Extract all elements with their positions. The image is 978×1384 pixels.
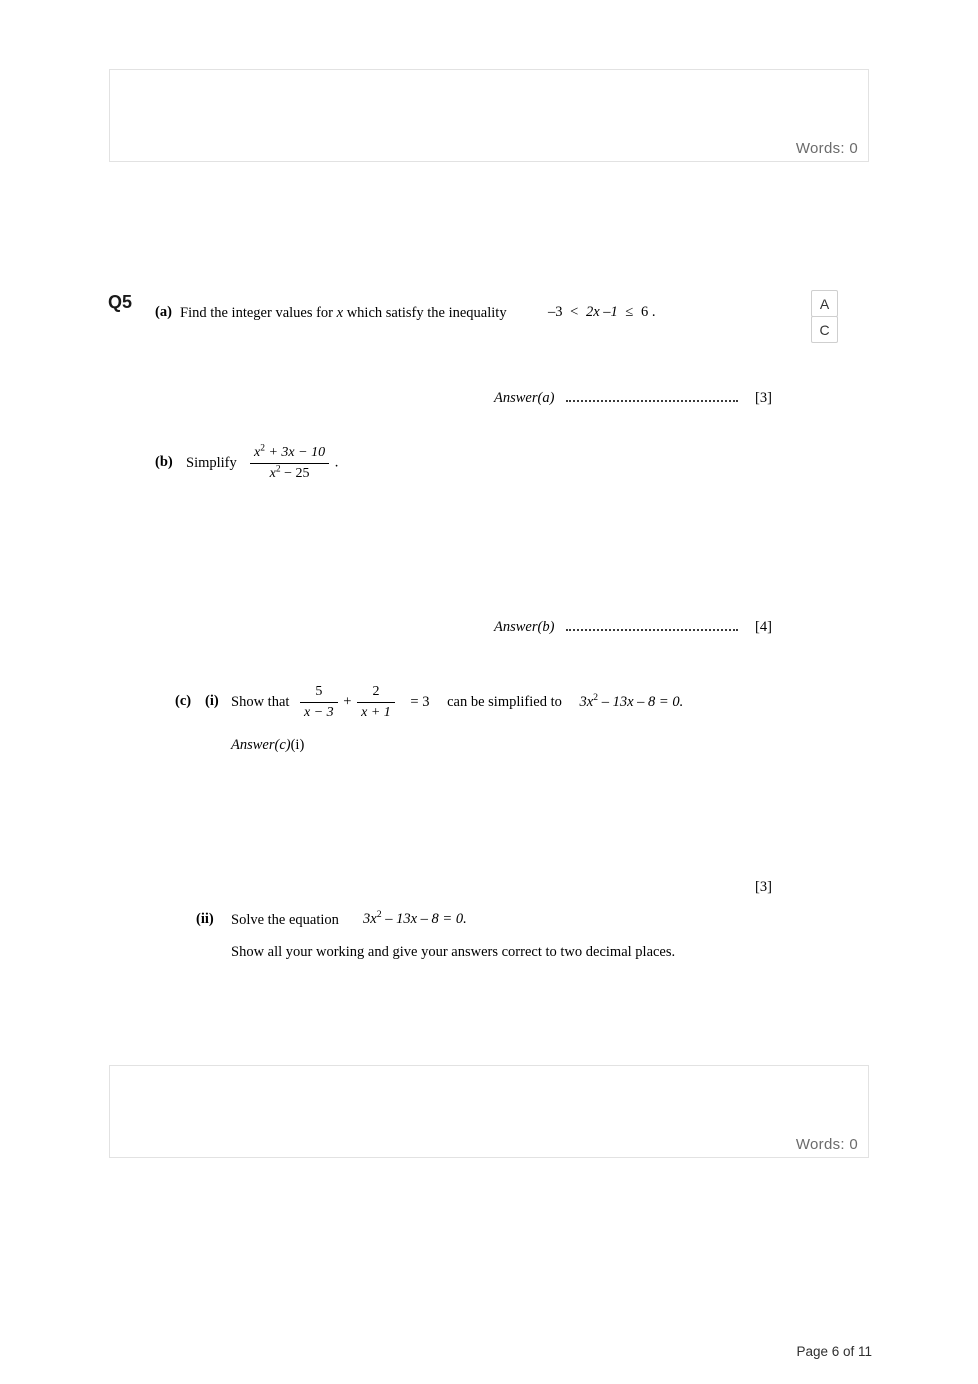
- part-b-period: .: [334, 454, 339, 471]
- ineq-op1: <: [570, 304, 579, 320]
- part-c-ii-instruction: Show all your working and give your answers correct to two decimal places.: [231, 944, 676, 960]
- ineq-mid: 2x –1: [585, 304, 618, 320]
- ineq-rhs: 6: [640, 304, 649, 320]
- plus-sign: +: [343, 693, 352, 710]
- part-b-denominator: $x^2 - 25$: [269, 463, 310, 481]
- part-c-ii-text: Solve the equation: [231, 912, 339, 928]
- frac1-num: 5: [300, 683, 338, 703]
- frac2-den: x + 1: [361, 704, 391, 720]
- part-c-i-numeral: (i): [205, 693, 219, 709]
- answer-a-dots[interactable]: [566, 391, 738, 402]
- marks-b: [4]: [755, 619, 772, 635]
- part-b-text: Simplify: [186, 455, 237, 471]
- part-c-i-text: Show that: [231, 694, 290, 710]
- part-a-inequality: [548, 304, 655, 321]
- part-a-text-2: which satisfy the inequality: [346, 305, 507, 321]
- part-c-i-equation: [298, 683, 683, 721]
- answer-b-label: Answer(b): [494, 619, 555, 635]
- ineq-period: .: [651, 304, 656, 320]
- answer-a-line: [494, 390, 738, 407]
- answer-textarea-bottom[interactable]: [109, 1065, 869, 1158]
- part-a-text-1: Find the integer values for: [180, 305, 334, 321]
- part-c-i-text-2: can be simplified to: [447, 693, 562, 710]
- word-count-top: Words: 0: [795, 140, 858, 157]
- annotate-button[interactable]: A: [811, 290, 838, 317]
- answer-textarea-top[interactable]: [109, 69, 869, 162]
- answer-a-label: Answer(a): [494, 390, 555, 406]
- part-b-fraction: [250, 444, 329, 482]
- ineq-op2: ≤: [625, 304, 634, 320]
- answer-c-i-label: [231, 737, 304, 754]
- frac2-num: 2: [357, 683, 395, 703]
- part-c-frac-2: [357, 683, 395, 721]
- part-a-variable: x: [336, 305, 344, 321]
- part-a-letter: (a): [155, 304, 172, 320]
- answer-b-dots[interactable]: [566, 620, 738, 631]
- part-c-ii-equation: $3x^2 - 13x - 8 = 0$.: [363, 909, 467, 927]
- frac1-den: x − 3: [304, 704, 334, 720]
- equals-three: = 3: [410, 693, 430, 710]
- comment-button[interactable]: C: [811, 316, 838, 343]
- part-b-numerator: $x^2 + 3x - 10$: [250, 444, 329, 464]
- answer-b-line: [494, 619, 738, 636]
- part-b-expression: [248, 444, 338, 482]
- part-c-ii-numeral: (ii): [196, 911, 214, 927]
- marks-c-i: [3]: [755, 879, 772, 895]
- marks-a: [3]: [755, 390, 772, 406]
- part-a-text: [180, 304, 507, 323]
- part-b-letter: (b): [155, 454, 173, 470]
- part-c-frac-1: [300, 683, 338, 721]
- part-c-i-result: $3x^2 - 13x - 8 = 0$.: [579, 691, 684, 710]
- ineq-lhs: –3: [548, 304, 563, 320]
- page-footer: Page 6 of 11: [796, 1344, 872, 1359]
- answer-c-label: Answer(c): [231, 737, 291, 753]
- question-number: Q5: [108, 292, 133, 312]
- answer-c-numeral: (i): [290, 737, 305, 753]
- word-count-bottom: Words: 0: [795, 1136, 858, 1153]
- part-c-letter: (c): [175, 693, 192, 709]
